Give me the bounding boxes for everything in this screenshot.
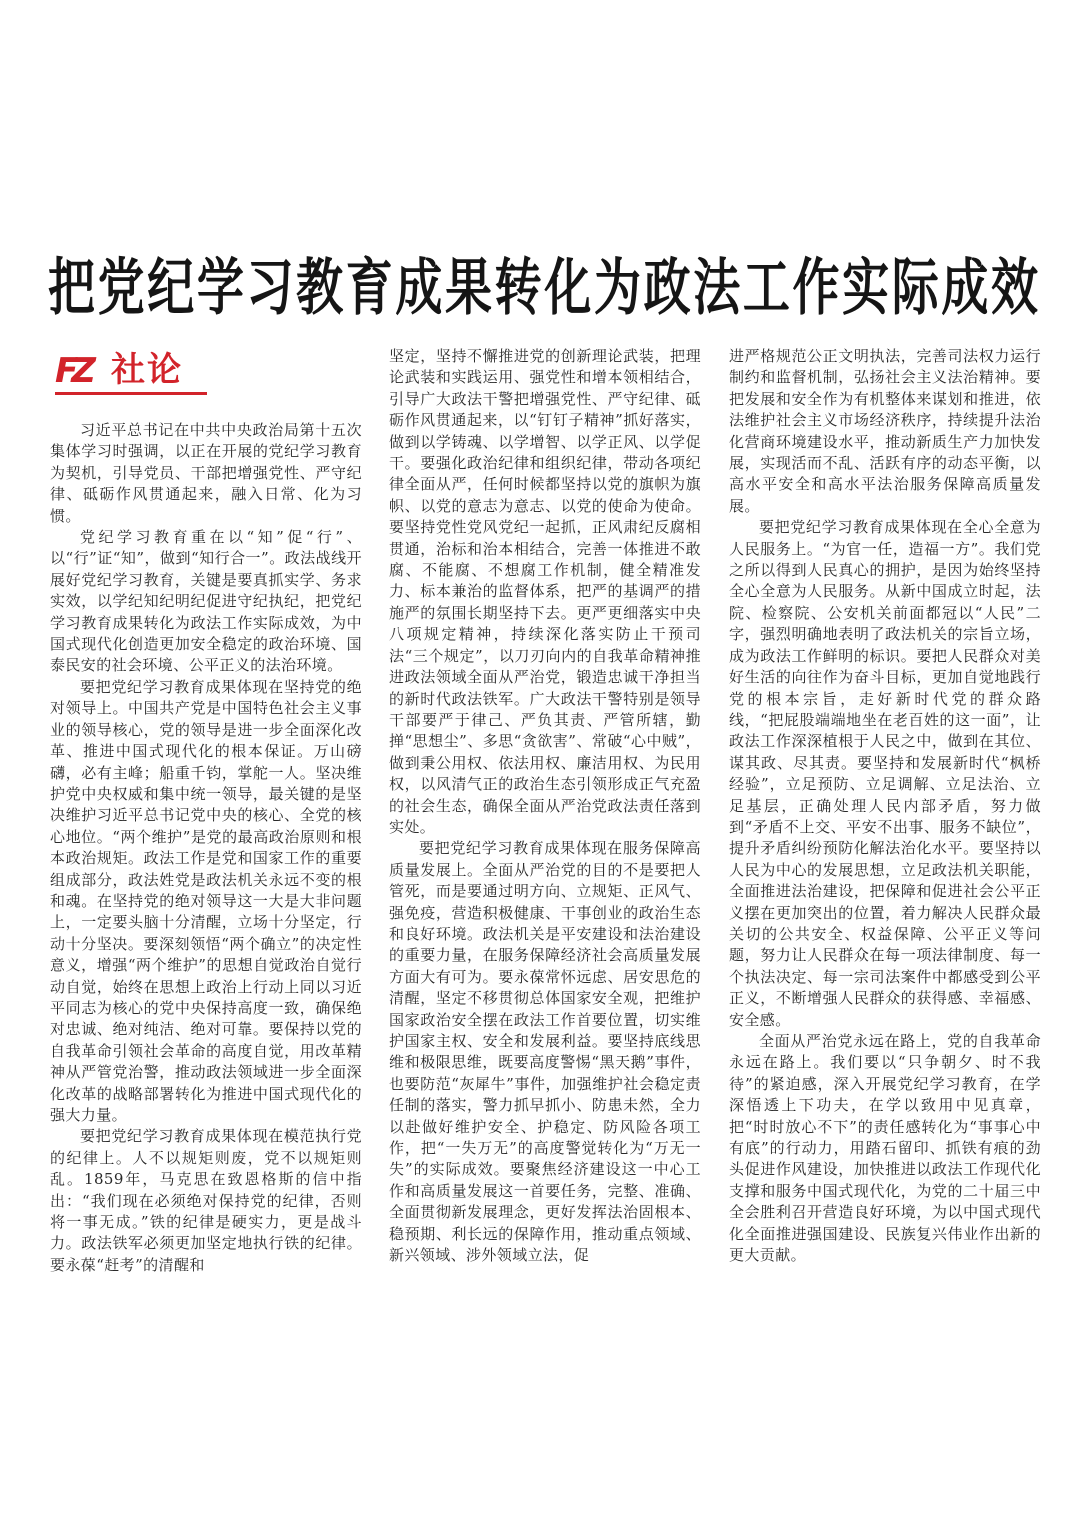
section-underline [55,392,207,395]
article-paragraph: 党纪学习教育重在以“知”促“行”、以“行”证“知”，做到“知行合一”。政法战线开展好党纪学习教育，关键是要真抓实学、务求实效，以学纪知纪明纪促进守纪执纪，把党纪学习教育成果转化为政法工作实际成效，为中国式现代化创造更加安全稳定的政治环境、国泰民安的社会环境、公平正义的法治环境。 [50,528,362,675]
article-column-3 [729,346,1041,1304]
section-label: 社论 [111,350,183,390]
article-paragraph: 要把党纪学习教育成果体现在模范执行党的纪律上。人不以规矩则废，党不以规矩则乱。1859年，马克思在致恩格斯的信中指出：“我们现在必须绝对保持党的纪律，否则将一事无成。”铁的纪律是硬实力，更是战斗力。政法铁军必须更加坚定地执行铁的纪律。要永葆“赶考”的清醒和 [50,1127,362,1274]
article-paragraph: 习近平总书记在中共中央政治局第十五次集体学习时强调，以正在开展的党纪学习教育为契机，引导党员、干部把增强党性、严守纪律、砥砺作风贯通起来，融入日常、化为习惯。 [50,421,362,525]
article-paragraph: 要把党纪学习教育成果体现在全心全意为人民服务上。“为官一任，造福一方”。我们党之所以得到人民真心的拥护，是因为始终坚持全心全意为人民服务。从新中国成立时起，法院、检察院、公安机关前面都冠以“人民”二字，强烈明确地表明了政法机关的宗旨立场，成为政法工作鲜明的标识。要把人民群众对美好生活的向往作为奋斗目标，更加自觉地践行党的根本宗旨，走好新时代党的群众路线，“把屁股端端地坐在老百姓的这一面”，让政法工作深深植根于人民之中，做到在其位、谋其政、尽其责。要坚持和发展新时代“枫桥经验”，立足预防、立足调解、立足法治、立足基层，正确处理人民内部矛盾，努力做到“矛盾不上交、平安不出事、服务不缺位”，提升矛盾纠纷预防化解法治化水平。要坚持以人民为中心的发展思想，立足政法机关职能，全面推进法治建设，把保障和促进社会公平正义摆在更加突出的位置，着力解决人民群众最关切的公共安全、权益保障、公平正义等问题，努力让人民群众在每一项法律制度、每一个执法决定、每一宗司法案件中都感受到公平正义，不断增强人民群众的获得感、幸福感、安全感。 [729,518,1041,1029]
article-paragraph-continued: 进严格规范公正文明执法，完善司法权力运行制约和监督机制，弘扬社会主义法治精神。要把发展和安全作为有机整体来谋划和推进，依法维护社会主义市场经济秩序，持续提升法治化营商环境建设水平，推动新质生产力加快发展，实现活而不乱、活跃有序的动态平衡，以高水平安全和高水平法治服务保障高质量发展。 [729,347,1041,515]
article-paragraph: 全面从严治党永远在路上，党的自我革命永远在路上。我们要以“只争朝夕、时不我待”的紧迫感，深入开展党纪学习教育，在学深悟透上下功夫，在学以致用中见真章，把“时时放心不下”的责任感转化为“事事心中有底”的行动力，用踏石留印、抓铁有痕的劲头促进作风建设，加快推进以政法工作现代化支撑和服务中国式现代化，为党的二十届三中全会胜利召开营造良好环境，为以中国式现代化全面推进强国建设、民族复兴伟业作出新的更大贡献。 [729,1032,1041,1265]
article-column-2 [389,346,701,1304]
page-title: 把党纪学习教育成果转化为政法工作实际成效 [48,252,1038,325]
article-paragraph: 要把党纪学习教育成果体现在坚持党的绝对领导上。中国共产党是中国特色社会主义事业的领导核心，党的领导是进一步全面深化改革、推进中国式现代化的根本保证。万山磅礴，必有主峰；船重千钧，掌舵一人。坚决维护党中央权威和集中统一领导，最关键的是坚决维护习近平总书记党中央的核心、全党的核心地位。“两个维护”是党的最高政治原则和根本政治规矩。政法工作是党和国家工作的重要组成部分，政法姓党是政法机关永远不变的根和魂。在坚持党的绝对领导这一大是大非问题上，一定要头脑十分清醒，立场十分坚定，行动十分坚决。要深刻领悟“两个确立”的决定性意义，增强“两个维护”的思想自觉政治自觉行动自觉，始终在思想上政治上行动上同以习近平同志为核心的党中央保持高度一致，确保绝对忠诚、绝对纯洁、绝对可靠。要保持以党的自我革命引领社会革命的高度自觉，用改革精神从严管党治警，推动政法领域进一步全面深化改革的战略部署转化为推进中国式现代化的强大力量。 [50,677,362,1124]
article-paragraph: 要把党纪学习教育成果体现在服务保障高质量发展上。全面从严治党的目的不是要把人管死，而是要通过明方向、立规矩、正风气、强免疫，营造积极健康、干事创业的政治生态和良好环境。政法机关是平安建设和法治建设的重要力量，在服务保障经济社会高质量发展方面大有可为。要永葆常怀远虑、居安思危的清醒，坚定不移贯彻总体国家安全观，把维护国家政治安全摆在政法工作首要位置，切实维护国家主权、安全和发展利益。要坚持底线思维和极限思维，既要高度警惕“黑天鹅”事件，也要防范“灰犀牛”事件，加强维护社会稳定责任制的落实，警力抓早抓小、防患未然，全力以赴做好维护安全、护稳定、防风险各项工作，把“一失万无”的高度警觉转化为“万无一失”的实际成效。要聚焦经济建设这一中心工作和高质量发展这一首要任务，完整、准确、全面贯彻新发展理念，更好发挥法治固根本、稳预期、利长远的保障作用，推动重点领域、新兴领域、涉外领域立法，促 [389,839,701,1265]
article-column-1 [50,420,362,1304]
fz-logo-icon: FZ [55,351,89,391]
article-paragraph-continued: 坚定，坚持不懈推进党的创新理论武装，把理论武装和实践运用、强党性和增本领相结合，引导广大政法干警把增强党性、严守纪律、砥砺作风贯通起来，以“钉钉子精神”抓好落实，做到以学铸魂、以学增智、以学正风、以学促干。要强化政治纪律和组织纪律，带动各项纪律全面从严，任何时候都坚持以党的旗帜为旗帜、以党的意志为意志、以党的使命为使命。要坚持党性党风党纪一起抓，正风肃纪反腐相贯通，治标和治本相结合，完善一体推进不敢腐、不能腐、不想腐工作机制，健全精准发力、标本兼治的监督体系，把严的基调严的措施严的氛围长期坚持下去。更严更细落实中央八项规定精神，持续深化落实防止干预司法“三个规定”，以刀刃向内的自我革命精神推进政法领域全面从严治党，锻造忠诚干净担当的新时代政法铁军。广大政法干警特别是领导干部要严于律己、严负其责、严管所辖，勤掸“思想尘”、多思“贪欲害”、常破“心中贼”，做到秉公用权、依法用权、廉洁用权、为民用权，以风清气正的政治生态引领形成正气充盈的社会生态，确保全面从严治党政法责任落到实处。 [389,347,701,836]
section-tag-editorial [55,350,207,396]
